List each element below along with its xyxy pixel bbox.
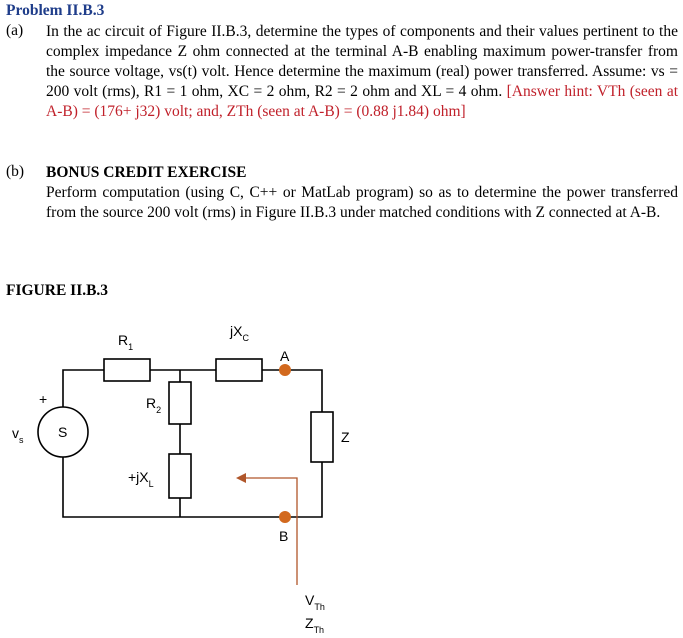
thevenin-arrow-line	[244, 478, 297, 585]
terminal-b-dot	[279, 511, 291, 523]
thevenin-arrowhead	[236, 473, 246, 483]
problem-title: Problem II.B.3	[6, 2, 105, 19]
part-b-text: Perform computation (using C, C++ or MatLab program) so as to determine the power transferred from the source 200 volt (rms) in Figure II.B.3 under matched conditions with Z connected at A-B.	[46, 184, 678, 221]
r1-label: $R_1$	[118, 332, 134, 352]
xc-label: $jX_C$	[230, 323, 249, 343]
circuit-diagram	[0, 310, 683, 638]
terminal-a-label: A	[280, 348, 290, 364]
r1-resistor	[104, 359, 150, 381]
plus-sign: +	[39, 391, 48, 407]
terminal-b-label: B	[279, 528, 289, 544]
part-a-statement: In the ac circuit of Figure II.B.3, determine the types of components and their values pertinent to the complex impedance Z ohm connected at the terminal A-B enabling maximum power-transfer from the source voltage, vs(t) volt. Hence determine the maximum (real) power transferred. Assume: vs = 200 volt (rms), R1 = 1 ohm, XC = 2 ohm, R2 = 2 ohm and XL = 4 ohm.	[46, 23, 678, 100]
part-a-label: (a)	[6, 22, 24, 39]
xc-capacitor	[216, 359, 262, 381]
zth-label: $Z_{Th}$	[305, 615, 325, 635]
source-label: S	[58, 424, 68, 440]
r2-resistor	[169, 382, 191, 424]
r2-label: $R_2$	[146, 395, 162, 415]
wire-terminal-a-right	[285, 370, 322, 412]
terminal-a-dot	[279, 364, 291, 376]
xl-label: $+jX_L$	[128, 469, 154, 489]
bonus-heading: BONUS CREDIT EXERCISE	[46, 164, 247, 181]
wire-z-bottom	[63, 457, 322, 517]
vs-label: $v_s$	[12, 425, 24, 445]
xl-inductor	[169, 454, 191, 498]
vth-label: $V_{Th}$	[305, 592, 325, 612]
figure-title: FIGURE II.B.3	[6, 282, 109, 299]
part-b-label: (b)	[6, 163, 25, 180]
wire-left-top	[63, 370, 104, 407]
z-label: Z	[341, 429, 350, 445]
part-a-text	[46, 22, 678, 122]
answer-hint: [Answer hint: VTh (seen at A-B) = (176+ j32) volt; and, ZTh (seen at A-B) = (0.88 j1.84) ohm]	[46, 83, 678, 120]
z-load	[311, 412, 333, 462]
